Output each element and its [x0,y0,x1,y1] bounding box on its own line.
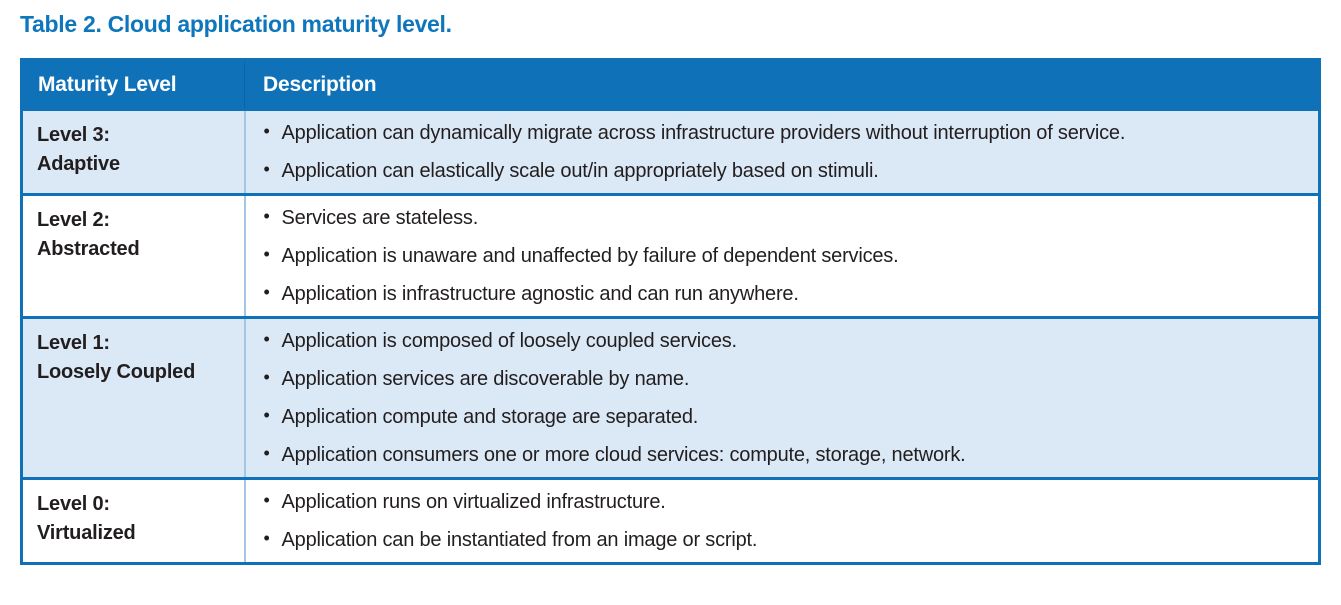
level-name: Adaptive [37,153,120,175]
bullet-item: • Application is unaware and unaffected by failure of dependent services. [246,237,1305,275]
level-name: Loosely Coupled [37,361,196,383]
table-row-level-0 [22,479,1320,564]
maturity-table [20,58,1321,565]
maturity-level-cell [22,110,245,195]
table-header [22,60,1320,110]
maturity-level-cell [22,479,245,564]
bullet-item: • Application compute and storage are separated. [246,398,1305,436]
bullet-list [246,199,1305,313]
maturity-level-cell [22,318,245,479]
bullet-item: • Application can dynamically migrate across infrastructure providers without interruption of service. [246,114,1305,152]
bullet-item: • Application is infrastructure agnostic and can run anywhere. [246,275,1305,313]
level-name: Abstracted [37,238,140,260]
level-number: Level 0: [37,493,110,515]
level-number: Level 2: [37,209,110,231]
table-body [22,110,1320,564]
col-header-description: Description [245,60,1320,110]
maturity-level-cell [22,195,245,318]
level-number: Level 3: [37,124,110,146]
bullet-item: • Application services are discoverable by name. [246,360,1305,398]
bullet-list [246,322,1305,474]
table-row-level-1 [22,318,1320,479]
bullet-item: • Services are stateless. [246,199,1305,237]
bullet-list [246,483,1305,559]
col-header-maturity-level: Maturity Level [22,60,245,110]
table-caption: Table 2. Cloud application maturity level. [20,11,452,37]
header-row [22,60,1320,110]
bullet-item: • Application can be instantiated from an image or script. [246,521,1305,559]
bullet-item: • Application runs on virtualized infrastructure. [246,483,1305,521]
bullet-item: • Application consumers one or more cloud services: compute, storage, network. [246,436,1305,474]
table-row-level-2 [22,195,1320,318]
bullet-item: • Application can elastically scale out/in appropriately based on stimuli. [246,152,1305,190]
bullet-list [246,114,1305,190]
description-cell [245,110,1320,195]
description-cell [245,195,1320,318]
bullet-item: • Application is composed of loosely coupled services. [246,322,1305,360]
level-name: Virtualized [37,522,136,544]
level-number: Level 1: [37,332,110,354]
description-cell [245,479,1320,564]
description-cell [245,318,1320,479]
table-row-level-3 [22,110,1320,195]
